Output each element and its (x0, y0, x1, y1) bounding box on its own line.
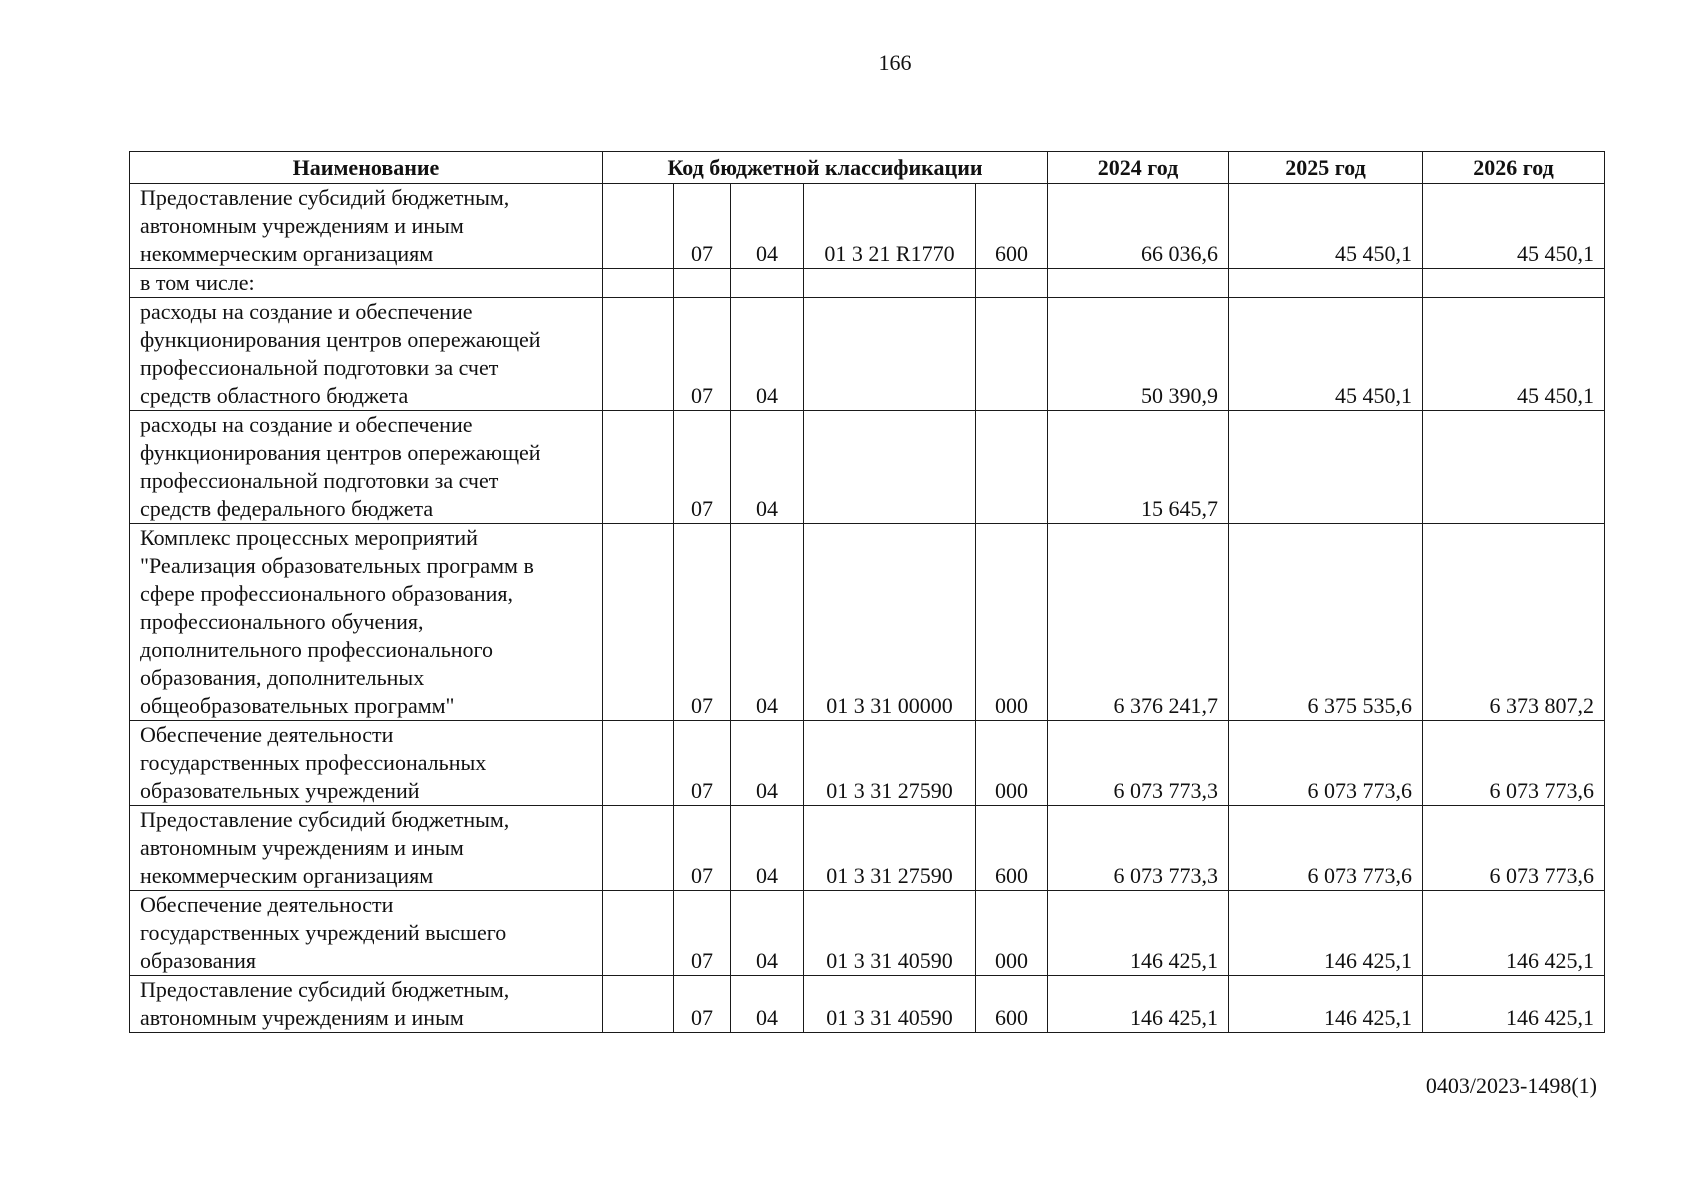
code-section: 07 (674, 524, 731, 721)
code-section: 07 (674, 411, 731, 524)
row-name: Предоставление субсидий бюджетным, автономным учреждениям и иным (130, 976, 603, 1033)
page-number: 166 (878, 50, 912, 75)
row-name: расходы на создание и обеспечение функционирования центров опережающей профессиональной подготовки за счет средств федерального бюджета (130, 411, 603, 524)
code-part-1 (603, 976, 674, 1033)
code-target-article: 01 3 21 R1770 (804, 184, 976, 269)
header-row (130, 152, 1605, 184)
value-2024 (1048, 269, 1229, 298)
table-row (130, 269, 1605, 298)
code-target-article (804, 411, 976, 524)
header-2024: 2024 год (1048, 152, 1229, 184)
code-part-1 (603, 411, 674, 524)
value-2024: 6 376 241,7 (1048, 524, 1229, 721)
table-row (130, 806, 1605, 891)
document-code: 0403/2023-1498(1) (1425, 1073, 1597, 1098)
code-subsection: 04 (731, 184, 804, 269)
code-subsection: 04 (731, 411, 804, 524)
code-expense-type (976, 411, 1048, 524)
code-section: 07 (674, 976, 731, 1033)
table-row (130, 721, 1605, 806)
code-expense-type: 000 (976, 721, 1048, 806)
code-part-1 (603, 806, 674, 891)
value-2024: 6 073 773,3 (1048, 721, 1229, 806)
code-expense-type: 600 (976, 184, 1048, 269)
table-row (130, 891, 1605, 976)
value-2025: 6 073 773,6 (1229, 806, 1423, 891)
header-2025: 2025 год (1229, 152, 1423, 184)
code-section (674, 269, 731, 298)
value-2024: 6 073 773,3 (1048, 806, 1229, 891)
value-2025: 146 425,1 (1229, 976, 1423, 1033)
value-2024: 146 425,1 (1048, 976, 1229, 1033)
table-row (130, 524, 1605, 721)
code-target-article (804, 269, 976, 298)
code-subsection: 04 (731, 298, 804, 411)
code-target-article: 01 3 31 40590 (804, 976, 976, 1033)
header-code: Код бюджетной классификации (603, 152, 1048, 184)
row-name: Предоставление субсидий бюджетным, автономным учреждениям и иным некоммерческим организациям (130, 806, 603, 891)
code-section: 07 (674, 298, 731, 411)
code-expense-type (976, 269, 1048, 298)
header-name: Наименование (130, 152, 603, 184)
code-target-article: 01 3 31 40590 (804, 891, 976, 976)
code-subsection: 04 (731, 891, 804, 976)
code-part-1 (603, 298, 674, 411)
code-part-1 (603, 721, 674, 806)
code-section: 07 (674, 184, 731, 269)
row-name: в том числе: (130, 269, 603, 298)
code-expense-type: 600 (976, 976, 1048, 1033)
value-2025 (1229, 411, 1423, 524)
code-part-1 (603, 524, 674, 721)
code-expense-type: 600 (976, 806, 1048, 891)
value-2024: 15 645,7 (1048, 411, 1229, 524)
table-row (130, 184, 1605, 269)
code-expense-type: 000 (976, 524, 1048, 721)
code-target-article (804, 298, 976, 411)
value-2026 (1423, 269, 1605, 298)
code-target-article: 01 3 31 00000 (804, 524, 976, 721)
value-2026: 146 425,1 (1423, 891, 1605, 976)
code-section: 07 (674, 721, 731, 806)
value-2025: 45 450,1 (1229, 298, 1423, 411)
row-name: Предоставление субсидий бюджетным, автономным учреждениям и иным некоммерческим организациям (130, 184, 603, 269)
value-2024: 50 390,9 (1048, 298, 1229, 411)
value-2025: 45 450,1 (1229, 184, 1423, 269)
code-subsection: 04 (731, 976, 804, 1033)
value-2024: 146 425,1 (1048, 891, 1229, 976)
code-subsection (731, 269, 804, 298)
row-name: Комплекс процессных мероприятий "Реализация образовательных программ в сфере профессионального образования, профессионального обучения, дополнительного профессионального образования, дополнительных общеобразовательных программ" (130, 524, 603, 721)
header-2026: 2026 год (1423, 152, 1605, 184)
value-2026: 146 425,1 (1423, 976, 1605, 1033)
code-subsection: 04 (731, 721, 804, 806)
code-target-article: 01 3 31 27590 (804, 721, 976, 806)
code-expense-type: 000 (976, 891, 1048, 976)
code-part-1 (603, 184, 674, 269)
value-2026: 45 450,1 (1423, 298, 1605, 411)
value-2025: 146 425,1 (1229, 891, 1423, 976)
row-name: Обеспечение деятельности государственных учреждений высшего образования (130, 891, 603, 976)
table-row (130, 411, 1605, 524)
value-2026 (1423, 411, 1605, 524)
code-subsection: 04 (731, 806, 804, 891)
row-name: расходы на создание и обеспечение функционирования центров опережающей профессиональной подготовки за счет средств областного бюджета (130, 298, 603, 411)
value-2026: 6 373 807,2 (1423, 524, 1605, 721)
code-target-article: 01 3 31 27590 (804, 806, 976, 891)
code-section: 07 (674, 806, 731, 891)
value-2025: 6 375 535,6 (1229, 524, 1423, 721)
code-part-1 (603, 891, 674, 976)
value-2024: 66 036,6 (1048, 184, 1229, 269)
row-name: Обеспечение деятельности государственных профессиональных образовательных учреждений (130, 721, 603, 806)
table-row (130, 976, 1605, 1033)
value-2026: 6 073 773,6 (1423, 721, 1605, 806)
code-section: 07 (674, 891, 731, 976)
code-expense-type (976, 298, 1048, 411)
budget-table (129, 151, 1605, 1033)
table-row (130, 298, 1605, 411)
value-2025: 6 073 773,6 (1229, 721, 1423, 806)
code-part-1 (603, 269, 674, 298)
value-2026: 6 073 773,6 (1423, 806, 1605, 891)
code-subsection: 04 (731, 524, 804, 721)
value-2025 (1229, 269, 1423, 298)
value-2026: 45 450,1 (1423, 184, 1605, 269)
